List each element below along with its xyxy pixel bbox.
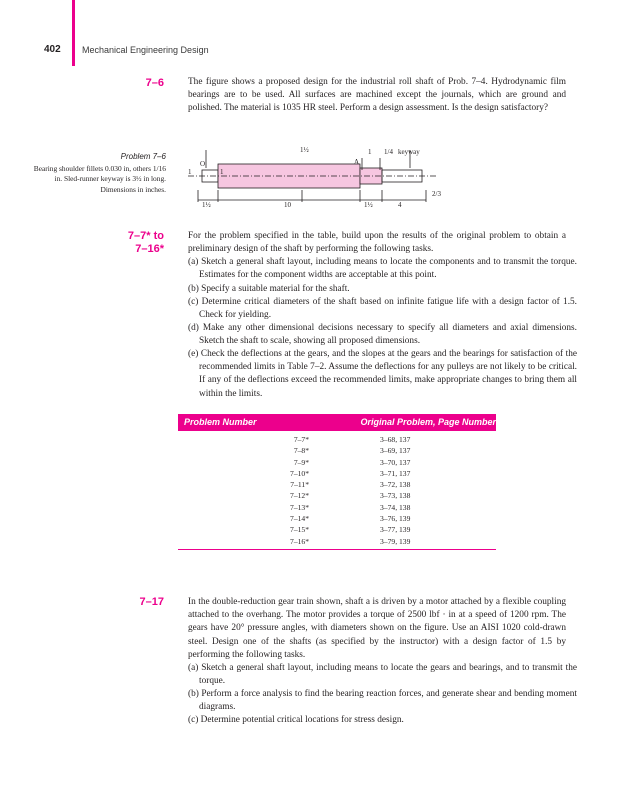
- header-accent-bar: [72, 0, 75, 66]
- problem-number-7-7-line1: 7–7* to: [127, 230, 164, 242]
- problem-7-7-intro: For the problem specified in the table, build upon the results of the original problem to obtain a preliminary design of the shaft by performing the following tasks.: [188, 231, 566, 255]
- table-cell: 7–8*: [293, 446, 309, 456]
- table-row: [178, 524, 496, 535]
- label-keyway-width: 1/4: [384, 148, 393, 156]
- label-d-keyway: 1: [368, 148, 372, 156]
- table-cell: 7–11*: [290, 480, 309, 490]
- table-cell: 3–77, 139: [380, 525, 411, 535]
- page-number: 402: [44, 44, 61, 55]
- label-l-left: 1½: [202, 201, 211, 208]
- table-row: [178, 457, 496, 468]
- table-cell: 3–70, 137: [380, 457, 411, 467]
- table-cell: 7–13*: [290, 502, 309, 512]
- label-d-center: 1½: [300, 146, 309, 154]
- figure-caption-title: Problem 7–6: [120, 152, 166, 161]
- label-a: A: [354, 158, 360, 166]
- label-d-end: 2/3: [432, 190, 441, 198]
- table-header-cell: Original Problem, Page Number: [360, 417, 496, 427]
- running-head: Mechanical Engineering Design: [82, 45, 209, 55]
- table-cell: 3–74, 138: [380, 502, 411, 512]
- table-row: [178, 434, 496, 445]
- table-header-cell: Problem Number: [184, 417, 257, 427]
- label-l-main: 10: [284, 201, 291, 208]
- task-item: (e) Check the deflections at the gears, and the slopes at the gears and the bearings for satisfaction of the recommended limits in Table 7–2. Assume the deflections for any pulleys are not likely to be critical. If any of the deflections exceed the recommended limits, make appropriate changes to bring them all within the limits.: [188, 349, 577, 399]
- table-row: [178, 536, 496, 547]
- label-keyway: keyway: [398, 148, 420, 156]
- table-row: [178, 513, 496, 524]
- shaft-figure: [184, 140, 446, 208]
- table-cell: 7–10*: [290, 468, 309, 478]
- problem-7-17-intro: In the double-reduction gear train shown, shaft a is driven by a motor attached by a flexible coupling attached to the overhang. The motor provides a torque of 2500 lbf · in at a speed of 1200 rpm. The gears have 20° pressure angles, with diameters shown on the figure. Use an AISI 1020 cold-drawn steel. Design one of the shafts (as specified by the instructor) with a design factor of 1.5 by performing the following tasks.: [188, 597, 566, 660]
- table-bottom-rule: [178, 549, 496, 550]
- problem-table: [178, 414, 496, 550]
- table-cell: 3–79, 139: [380, 536, 411, 546]
- table-row: [178, 479, 496, 490]
- task-item: (a) Sketch a general shaft layout, including means to locate the gears and bearings, and to transmit the torque.: [188, 663, 577, 687]
- table-cell: 3–76, 139: [380, 514, 411, 524]
- label-o: O: [200, 160, 206, 168]
- task-item: (d) Make any other dimensional decisions necessary to specify all diameters and axial dimensions. Sketch the shaft to scale, showing all proposed dimensions.: [188, 323, 577, 347]
- label-d1: 1: [188, 168, 192, 176]
- task-item: (a) Sketch a general shaft layout, including means to locate the components and to transmit the torque. Estimates for the component widths are acceptable at this point.: [188, 257, 577, 281]
- task-item: (c) Determine potential critical locations for stress design.: [188, 715, 404, 725]
- table-cell: 7–15*: [290, 525, 309, 535]
- table-cell: 3–69, 137: [380, 446, 411, 456]
- label-l-end: 4: [398, 201, 402, 208]
- problem-number-7-17: 7–17: [139, 596, 164, 608]
- table-header: [178, 414, 496, 431]
- figure-caption-text: Bearing shoulder fillets 0.030 in, others 1/16 in. Sled-runner keyway is 3½ in long. Dimensions in inches.: [33, 164, 166, 194]
- problem-number-7-6: 7–6: [145, 77, 164, 89]
- task-item: (b) Specify a suitable material for the shaft.: [188, 284, 350, 294]
- table-row: [178, 445, 496, 456]
- table-cell: 7–7*: [293, 435, 309, 444]
- table-cell: 7–14*: [290, 514, 309, 524]
- table-row: [178, 468, 496, 479]
- table-cell: 3–71, 137: [380, 468, 411, 478]
- table-row: [178, 490, 496, 501]
- table-cell: 3–72, 138: [380, 480, 411, 490]
- label-l-right: 1½: [364, 201, 373, 208]
- table-row: [178, 502, 496, 513]
- table-cell: 7–16*: [290, 536, 309, 546]
- table-cell: 7–12*: [290, 491, 309, 501]
- table-cell: 3–68, 137: [380, 435, 411, 444]
- problem-7-6-text: The figure shows a proposed design for the industrial roll shaft of Prob. 7–4. Hydrodynamic film bearings are to be used. All surfaces are machined except the journals, which are ground and polished. The material is 1035 HR steel. Perform a design assessment. Is the design satisfactory?: [188, 77, 566, 114]
- task-item: (c) Determine critical diameters of the shaft based on infinite fatigue life with a design factor of 1.5. Check for yielding.: [188, 297, 577, 321]
- task-item: (b) Perform a force analysis to find the bearing reaction forces, and generate shear and bending moment diagrams.: [188, 689, 577, 713]
- table-cell: 3–73, 138: [380, 491, 411, 501]
- label-d-left: 1: [220, 168, 224, 176]
- table-cell: 7–9*: [293, 457, 309, 467]
- problem-number-7-7-line2: 7–16*: [135, 243, 164, 255]
